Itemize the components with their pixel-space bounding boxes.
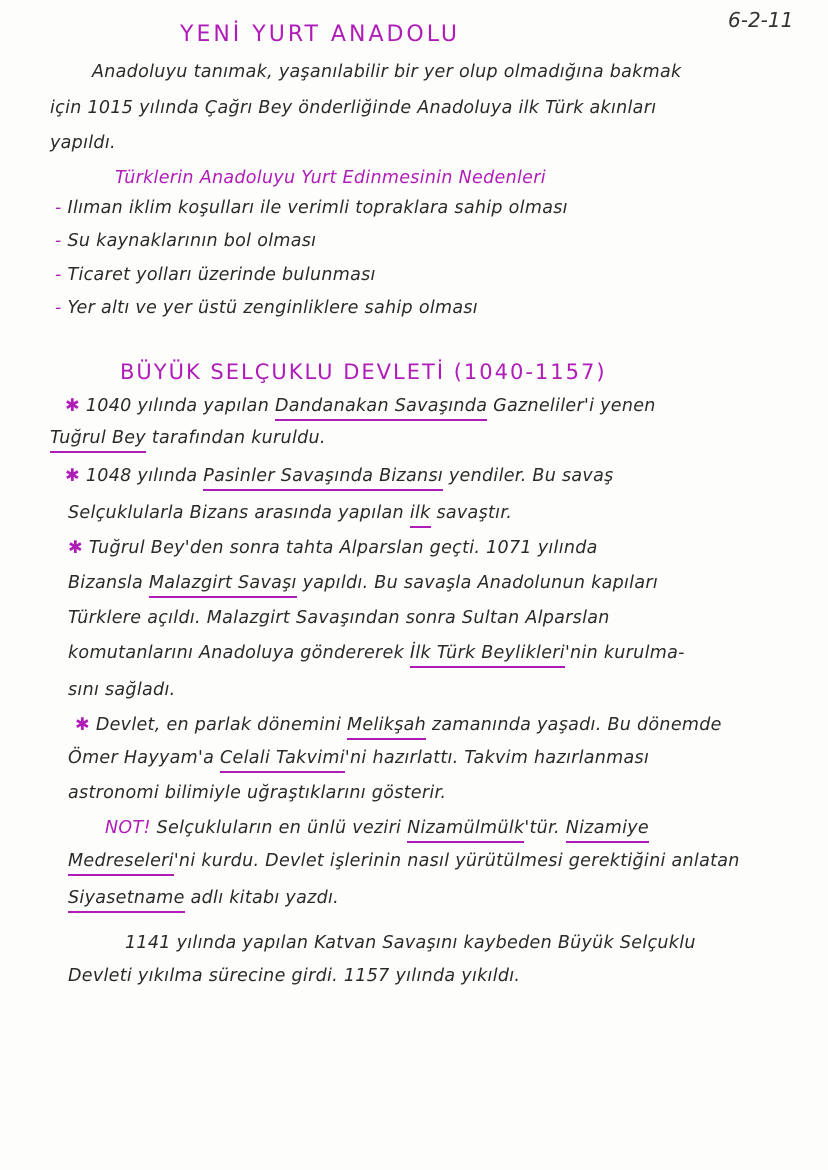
note-line (68, 643, 685, 663)
underlined-term: Melikşah (347, 715, 426, 740)
text-segment: - (55, 198, 68, 218)
text-segment: Anadoluyu tanımak, yaşanılabilir bir yer olup olmadığına bakmak (92, 62, 682, 82)
reason-line (55, 198, 568, 218)
underlined-term: Malazgirt Savaşı (149, 573, 297, 598)
page-date: 6-2-11 (728, 8, 794, 32)
note-line (68, 680, 175, 700)
note-line (68, 573, 658, 593)
text-segment: yendiler. Bu savaş (443, 466, 614, 486)
note-line (50, 428, 326, 448)
reason-line (55, 298, 478, 318)
underlined-term: Dandanakan Savaşında (275, 396, 487, 421)
underlined-term: Nizamiye (566, 818, 649, 843)
underlined-term: Tuğrul Bey (50, 428, 146, 453)
text-segment: 1048 yılında (85, 466, 204, 486)
text-segment: komutanlarını Anadoluya göndererek (68, 643, 410, 663)
intro-line (92, 62, 681, 82)
text-segment: zamanında yaşadı. Bu dönemde (426, 715, 722, 735)
text-segment: Tuğrul Bey'den sonra tahta Alparslan geçti. 1071 yılında (88, 538, 598, 558)
note-line (65, 396, 656, 416)
intro-line (50, 98, 656, 118)
text-segment: Bizansla (68, 573, 149, 593)
asterisk-icon: ✱ (68, 538, 89, 558)
note-line (68, 538, 598, 558)
text-segment: tarafından kuruldu. (145, 428, 326, 448)
text-segment: Yer altı ve yer üstü zenginliklere sahip olması (67, 298, 478, 318)
text-segment: 'ni kurdu. Devlet işlerinin nasıl yürütülmesi gerektiğini anlatan (173, 851, 740, 871)
text-segment: Su kaynaklarının bol olması (67, 231, 317, 251)
section-heading-line (120, 360, 607, 384)
note-line (68, 748, 649, 768)
title-line (180, 22, 460, 47)
note-line (125, 933, 696, 953)
intro-line (50, 133, 116, 153)
text-segment: Selçukluların en ünlü veziri (156, 818, 408, 838)
text-segment: 1040 yılında yapılan (85, 396, 275, 416)
text-segment: savaştır. (430, 503, 513, 523)
text-segment: 1141 yılında yapılan Katvan Savaşını kaybeden Büyük Selçuklu (125, 933, 696, 953)
text-segment: - (55, 231, 68, 251)
text-segment: Türklere açıldı. Malazgirt Savaşından sonra Sultan Alparslan (68, 608, 610, 628)
underlined-term: ilk (410, 503, 431, 528)
underlined-term: Pasinler Savaşında Bizansı (203, 466, 443, 491)
underlined-term: Siyasetname (68, 888, 185, 913)
text-segment: astronomi bilimiyle uğraştıklarını gösterir. (68, 783, 447, 803)
text-segment: Devleti yıkılma sürecine girdi. 1157 yılında yıkıldı. (68, 966, 521, 986)
asterisk-icon: ✱ (75, 715, 96, 735)
text-segment: BÜYÜK SELÇUKLU DEVLETİ (1040-1157) (120, 360, 607, 384)
text-segment: sını sağladı. (68, 680, 176, 700)
text-segment: Ömer Hayyam'a (68, 748, 221, 768)
underlined-term: Celali Takvimi (220, 748, 345, 773)
text-segment: Türklerin Anadoluyu Yurt Edinmesinin Nedenleri (115, 168, 546, 188)
asterisk-icon: ✱ (65, 466, 86, 486)
text-segment: 'tür. (524, 818, 566, 838)
text-segment: YENİ YURT ANADOLU (180, 22, 461, 47)
note-line (105, 818, 649, 838)
underlined-term: İlk Türk Beylikleri (410, 643, 565, 668)
note-line (68, 888, 339, 908)
note-line (75, 715, 722, 735)
text-segment: yapıldı. (50, 133, 116, 153)
reason-line (55, 231, 316, 251)
text-segment: Selçuklularla Bizans arasında yapılan (68, 503, 410, 523)
text-segment: adlı kitabı yazdı. (184, 888, 340, 908)
text-segment: Devlet, en parlak dönemini (95, 715, 347, 735)
text-segment: yapıldı. Bu savaşla Anadolunun kapıları (296, 573, 659, 593)
note-line (68, 503, 512, 523)
text-segment: 'ni hazırlattı. Takvim hazırlanması (344, 748, 650, 768)
reasons-heading-line (115, 168, 546, 188)
text-segment: Ticaret yolları üzerinde bulunması (67, 265, 376, 285)
note-line (65, 466, 614, 486)
asterisk-icon: ✱ (65, 396, 86, 416)
text-segment: - (55, 298, 68, 318)
text-segment: NOT! (105, 818, 157, 838)
text-segment: için 1015 yılında Çağrı Bey önderliğinde Anadoluya ilk Türk akınları (50, 98, 657, 118)
text-segment: 'nin kurulma- (564, 643, 685, 663)
underlined-term: Nizamülmülk (407, 818, 524, 843)
note-line (68, 608, 610, 628)
text-segment: Ilıman iklim koşulları ile verimli topraklara sahip olması (67, 198, 568, 218)
text-segment: Gazneliler'i yenen (487, 396, 656, 416)
reason-line (55, 265, 376, 285)
note-line (68, 783, 446, 803)
text-segment: - (55, 265, 68, 285)
note-line (68, 966, 520, 986)
underlined-term: Medreseleri (68, 851, 174, 876)
note-line (68, 851, 740, 871)
